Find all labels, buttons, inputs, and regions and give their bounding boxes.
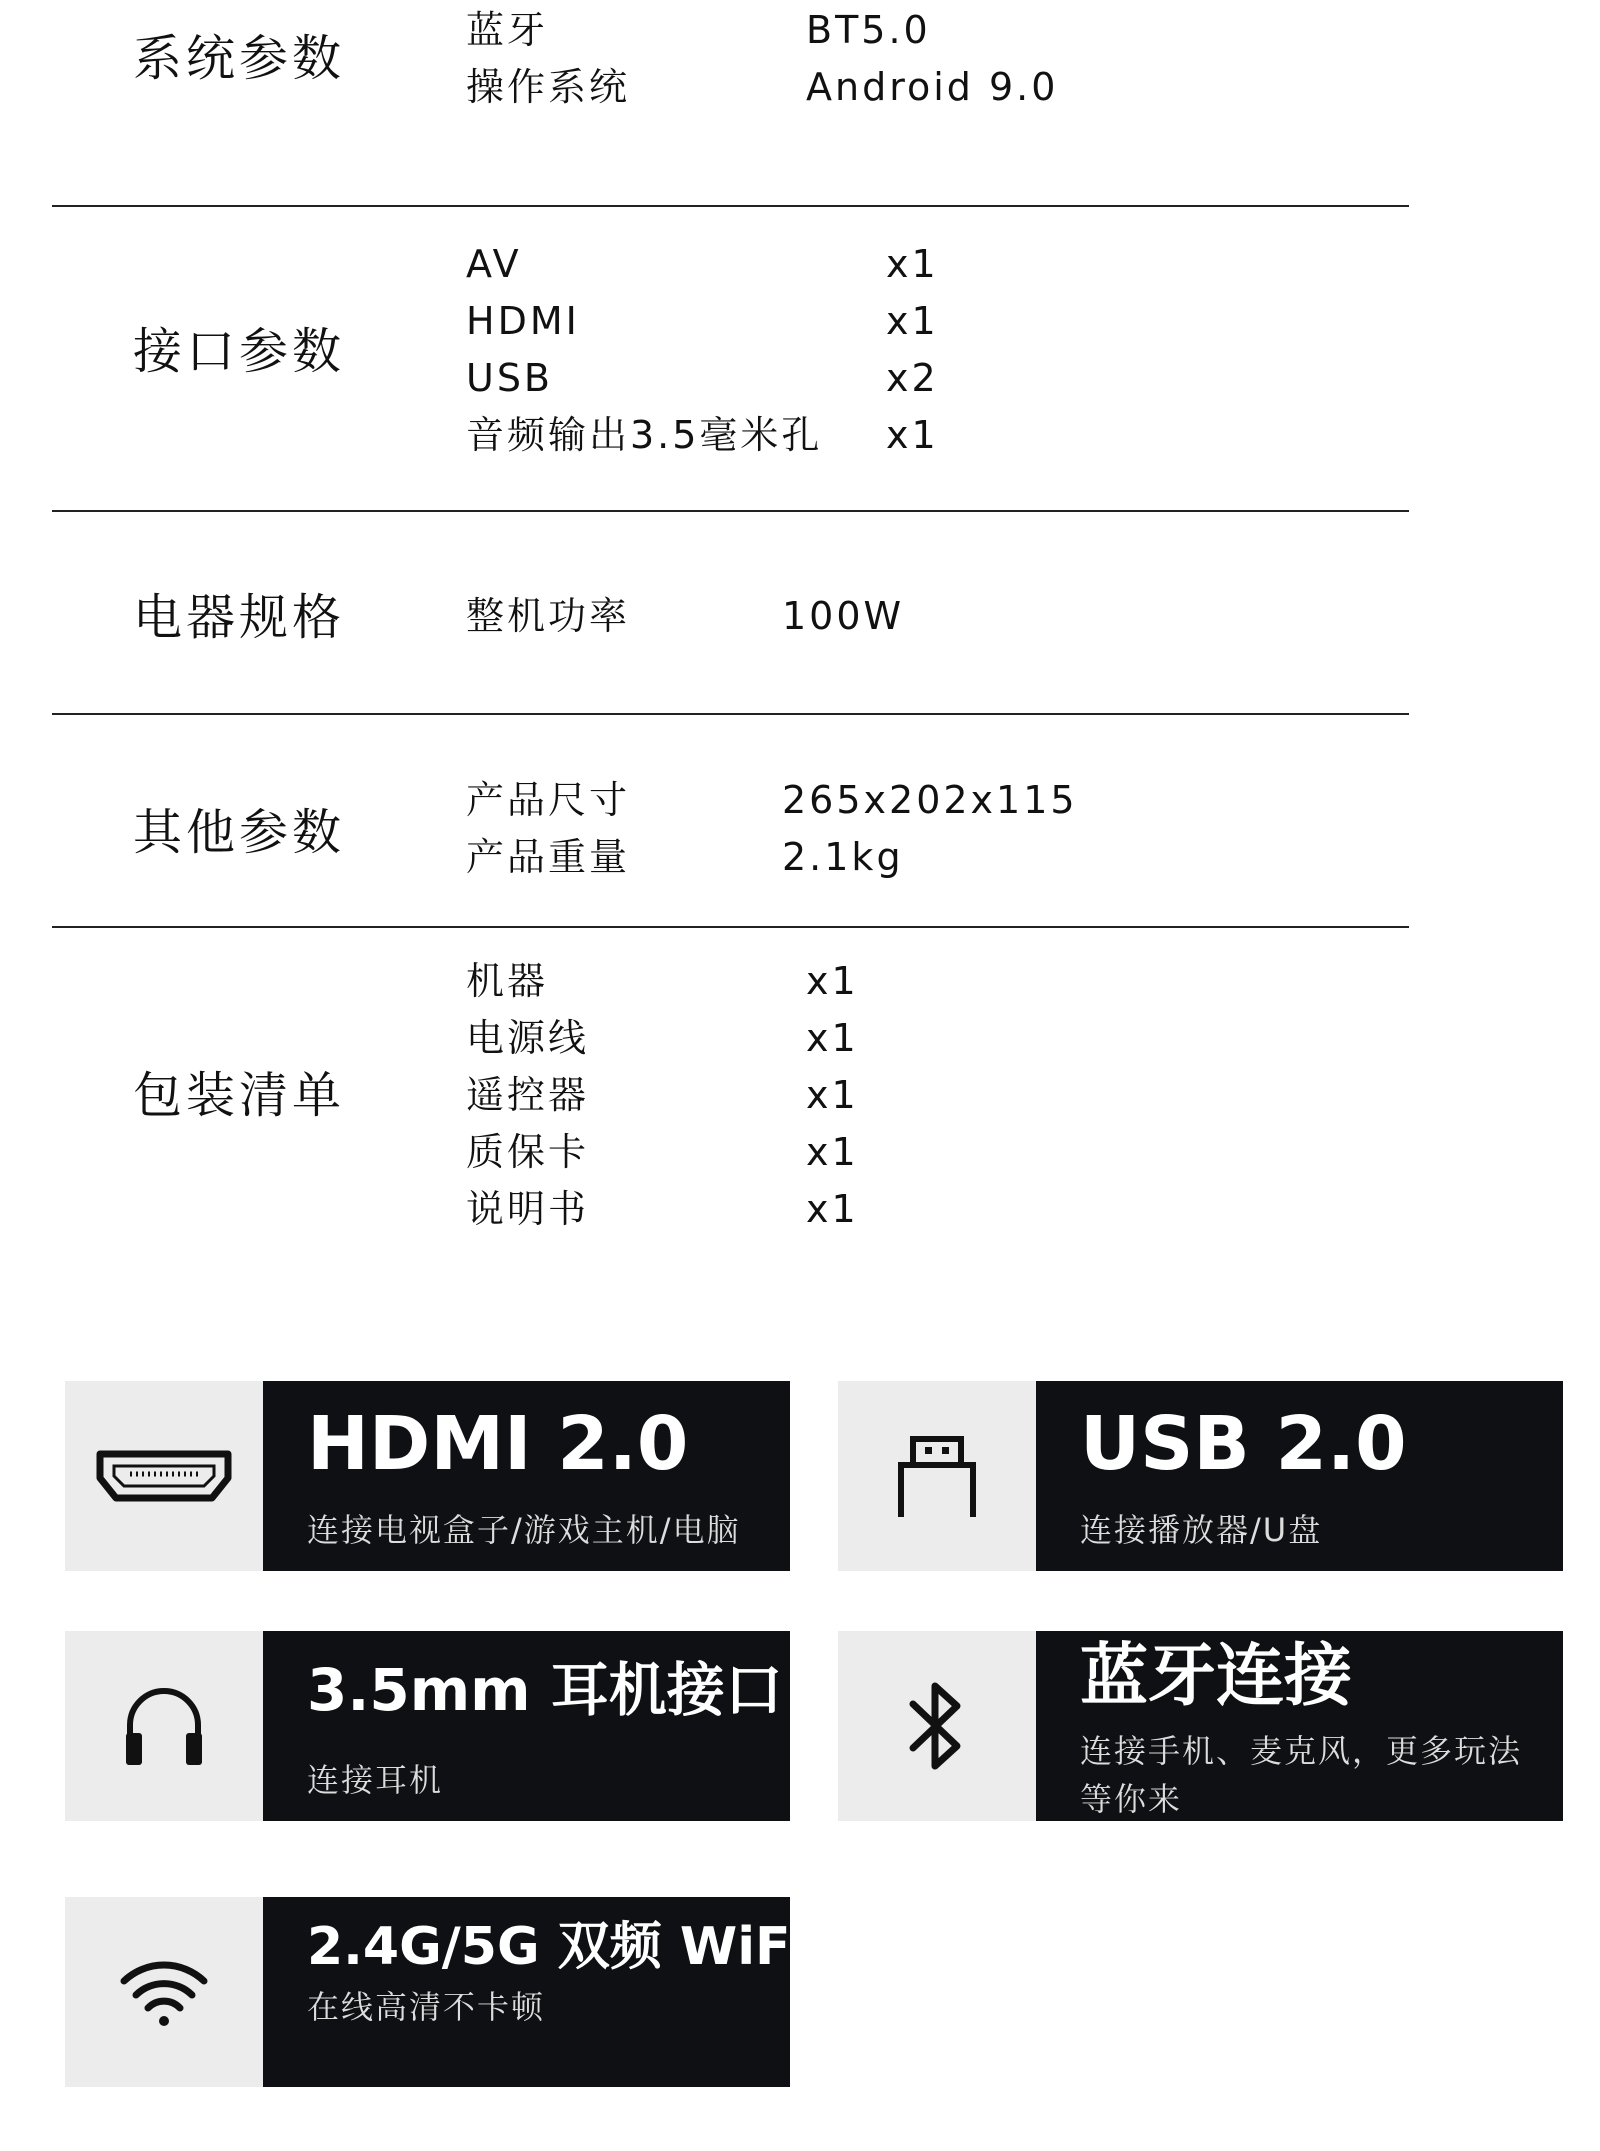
spec-value: 2.1kg [782, 835, 904, 879]
divider [52, 713, 1409, 715]
category-label: 系统参数 [133, 30, 346, 87]
icon-tile [65, 1631, 263, 1821]
feature-panel [263, 1631, 790, 1821]
feature-description: 连接电视盒子/游戏主机/电脑 [307, 1511, 741, 1549]
feature-card-bluetooth [838, 1631, 1563, 1821]
headphones-icon [122, 1683, 206, 1769]
spec-label: 整机功率 [466, 594, 631, 638]
spec-value: x1 [806, 1016, 859, 1060]
feature-description: 连接手机、麦克风，更多玩法等你来 [1080, 1732, 1523, 1818]
feature-description: 在线高清不卡顿 [307, 1988, 546, 2026]
spec-value: x2 [886, 356, 939, 400]
spec-value: x1 [886, 299, 939, 343]
bluetooth-icon [905, 1676, 969, 1776]
icon-tile [65, 1381, 263, 1571]
spec-value: 265x202x115 [782, 778, 1078, 822]
spec-value: BT5.0 [806, 8, 931, 52]
spec-value: x1 [806, 1073, 859, 1117]
feature-panel [1036, 1631, 1563, 1821]
spec-label: HDMI [466, 299, 580, 343]
icon-tile [838, 1381, 1036, 1571]
spec-value: x1 [806, 959, 859, 1003]
spec-label: 质保卡 [466, 1130, 590, 1174]
feature-panel [263, 1381, 790, 1571]
category-label: 接口参数 [133, 323, 346, 380]
feature-title: 蓝牙连接 [1080, 1637, 1353, 1716]
spec-label: 产品尺寸 [466, 778, 631, 822]
spec-value: x1 [886, 413, 939, 457]
spec-label: 音频输出3.5毫米孔 [466, 413, 823, 457]
feature-card-wifi [65, 1897, 809, 2087]
feature-description: 连接耳机 [307, 1761, 444, 1799]
spec-label: 电源线 [466, 1016, 590, 1060]
icon-tile [65, 1897, 263, 2087]
feature-description: 连接播放器/U盘 [1080, 1511, 1323, 1549]
feature-card-usb [838, 1381, 1563, 1571]
category-label: 其他参数 [133, 804, 346, 861]
feature-panel [263, 1897, 809, 2087]
feature-title: USB 2.0 [1080, 1401, 1407, 1487]
wifi-icon [118, 1957, 210, 2027]
spec-label: 机器 [466, 959, 549, 1003]
spec-label: 说明书 [466, 1187, 590, 1231]
usb-icon [895, 1433, 979, 1519]
spec-label: 操作系统 [466, 65, 631, 109]
spec-label: AV [466, 242, 522, 286]
spec-label: 遥控器 [466, 1073, 590, 1117]
spec-label: 产品重量 [466, 835, 631, 879]
feature-card-hdmi [65, 1381, 790, 1571]
spec-label: USB [466, 356, 554, 400]
category-label: 包装清单 [133, 1067, 346, 1124]
hdmi-port-icon [96, 1448, 232, 1504]
spec-value: x1 [806, 1187, 859, 1231]
spec-value: 100W [782, 594, 905, 638]
feature-title: HDMI 2.0 [307, 1401, 689, 1487]
feature-title: 2.4G/5G 双频 WiFi [307, 1917, 809, 1977]
spec-value: x1 [886, 242, 939, 286]
divider [52, 926, 1409, 928]
spec-value: x1 [806, 1130, 859, 1174]
divider [52, 510, 1409, 512]
icon-tile [838, 1631, 1036, 1821]
feature-panel [1036, 1381, 1563, 1571]
divider [52, 205, 1409, 207]
spec-label: 蓝牙 [466, 8, 549, 52]
feature-title: 3.5mm 耳机接口 [307, 1656, 783, 1724]
feature-card-audio [65, 1631, 790, 1821]
category-label: 电器规格 [133, 589, 346, 646]
spec-value: Android 9.0 [806, 65, 1059, 109]
